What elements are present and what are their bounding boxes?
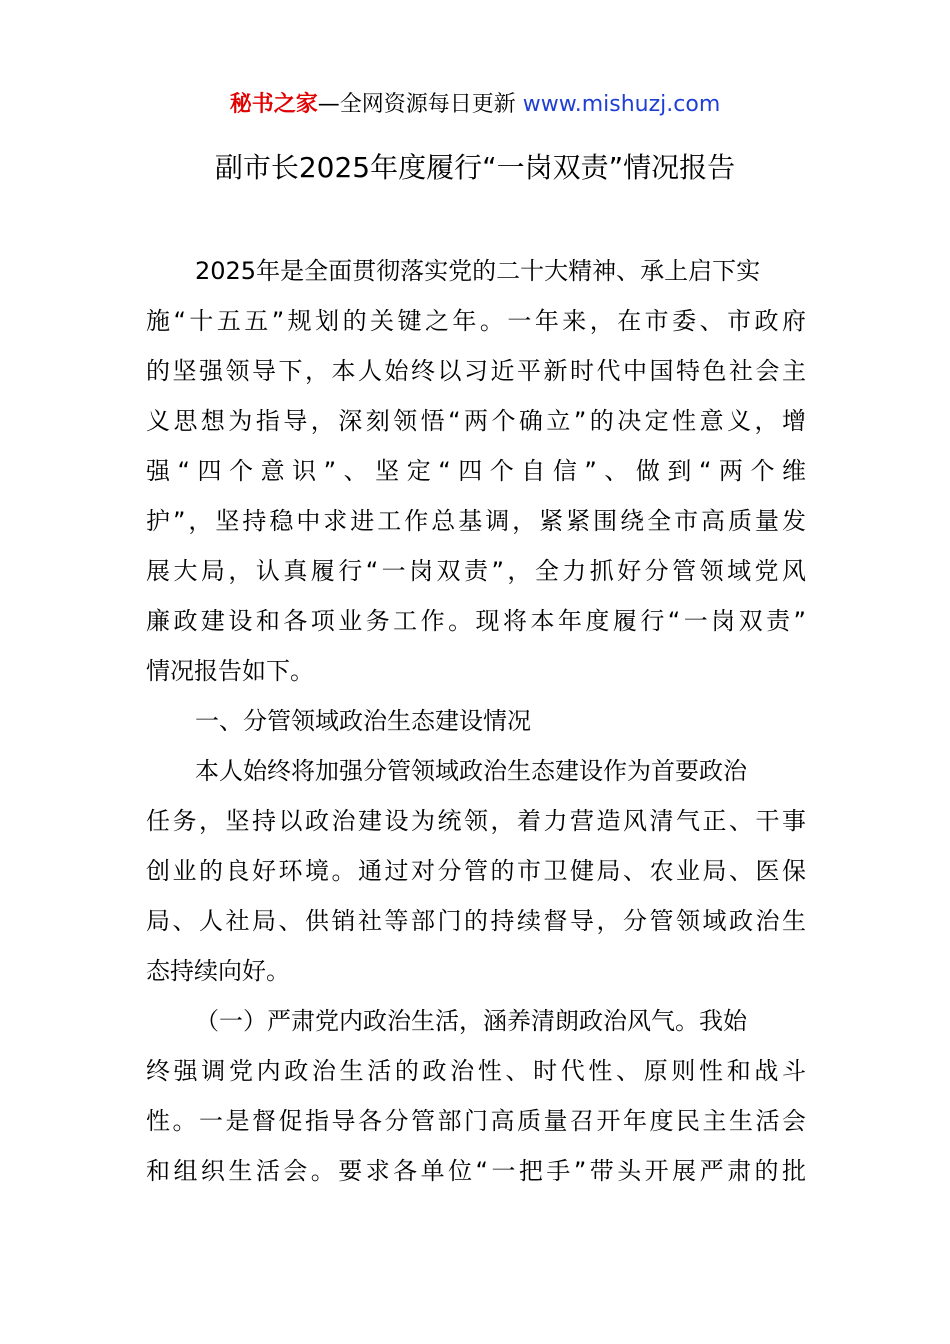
paragraph-line: 2025年是全面贯彻落实党的二十大精神、承上启下实 bbox=[195, 257, 761, 285]
document-body bbox=[146, 246, 806, 1196]
paragraph-line: 的坚强领导下，本人始终以习近平新时代中国特色社会主 bbox=[146, 357, 806, 385]
paragraph-line: 性。一是督促指导各分管部门高质量召开年度民主生活会 bbox=[146, 1107, 806, 1135]
paragraph-line: 强“四个意识”、坚定“四个自信”、做到“两个维 bbox=[146, 457, 806, 485]
paragraph-line: 情况报告如下。 bbox=[146, 657, 314, 685]
paragraph-line: 终强调党内政治生活的政治性、时代性、原则性和战斗 bbox=[146, 1057, 806, 1085]
paragraph-line: 施“十五五”规划的关键之年。一年来，在市委、市政府 bbox=[146, 307, 806, 335]
subsection-paragraph-line: （一）严肃党内政治生活，涵养清朗政治风气。我始 bbox=[195, 1007, 747, 1035]
paragraph-line: 局、人社局、供销社等部门的持续督导，分管领域政治生 bbox=[146, 907, 806, 935]
paragraph-line: 态持续向好。 bbox=[146, 957, 290, 985]
site-brand: 秘书之家 bbox=[229, 92, 318, 117]
section-heading: 一、分管领域政治生态建设情况 bbox=[195, 707, 531, 735]
document-title: 副市长2025年度履行“一岗双责”情况报告 bbox=[214, 151, 736, 184]
paragraph-line: 廉政建设和各项业务工作。现将本年度履行“一岗双责” bbox=[146, 607, 806, 635]
site-tagline: —全网资源每日更新 bbox=[317, 92, 516, 117]
paragraph-line: 创业的良好环境。通过对分管的市卫健局、农业局、医保 bbox=[146, 857, 806, 885]
paragraph-line: 义思想为指导，深刻领悟“两个确立”的决定性意义，增 bbox=[146, 407, 806, 435]
paragraph-line: 和组织生活会。要求各单位“一把手”带头开展严肃的批 bbox=[146, 1157, 806, 1185]
paragraph-line: 任务，坚持以政治建设为统领，着力营造风清气正、干事 bbox=[146, 807, 806, 835]
paragraph-line: 护”，坚持稳中求进工作总基调，紧紧围绕全市高质量发 bbox=[146, 507, 806, 535]
site-header bbox=[0, 88, 950, 122]
paragraph-line: 展大局，认真履行“一岗双责”，全力抓好分管领域党风 bbox=[146, 557, 806, 585]
site-url-link[interactable]: www.mishuzj.com bbox=[522, 92, 721, 117]
paragraph-line: 本人始终将加强分管领域政治生态建设作为首要政治 bbox=[195, 757, 747, 785]
